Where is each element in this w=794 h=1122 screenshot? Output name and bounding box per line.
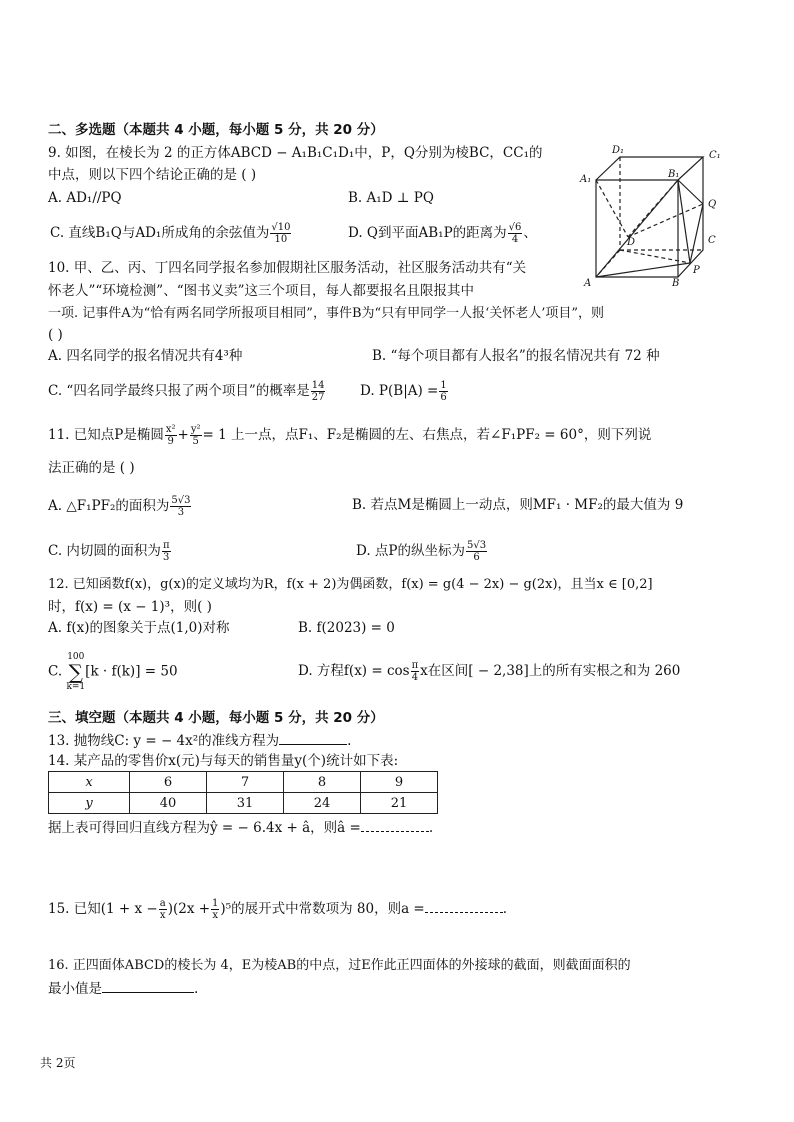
q10-option-a: A. 四名同学的报名情况共有4³种 xyxy=(48,348,243,364)
table-cell: y xyxy=(49,793,130,814)
label-d: D xyxy=(627,237,636,248)
cube-top-face xyxy=(596,157,703,180)
label-b: B xyxy=(672,278,680,288)
q11-stem-prefix: 11. 已知点P是椭圆 xyxy=(48,427,164,443)
table-cell: 24 xyxy=(284,793,361,814)
label-d1: D₁ xyxy=(612,145,625,156)
q9-option-d xyxy=(348,222,537,245)
table-cell: 7 xyxy=(207,772,284,793)
label-q: Q xyxy=(708,199,717,210)
edge-ap xyxy=(596,263,690,277)
frac-num: 1 xyxy=(440,380,447,391)
table-row xyxy=(49,772,438,793)
table-cell: 9 xyxy=(361,772,438,793)
q12-option-c-body: [k · f(k)] = 50 xyxy=(85,663,178,680)
q10-option-d-fraction xyxy=(439,380,447,403)
edge-qp xyxy=(690,204,703,263)
q11-option-d-fraction xyxy=(466,540,487,563)
q10-stem-line3: 一项. 记事件A为“恰有两名同学所报项目相同”，事件B为“只有甲同学一人报‘关怀老人’项目”，则 xyxy=(48,306,605,321)
q11-option-c-text: C. 内切圆的面积为 xyxy=(48,543,161,559)
q10-option-c-text: C. “四名同学最终只报了两个项目”的概率是 xyxy=(48,383,310,399)
frac-num: 5√3 xyxy=(467,540,487,551)
q12-option-c xyxy=(48,652,178,692)
q12-option-d-text: D. 方程f(x) = cos xyxy=(298,663,410,679)
section-heading-fill-blank: 三、填空题（本题共 4 小题，每小题 5 分，共 20 分） xyxy=(48,710,384,726)
q11-option-c xyxy=(48,540,172,563)
q9-option-c-text: C. 直线B₁Q与AD₁所成角的余弦值为 xyxy=(50,225,270,241)
q14-answer-blank[interactable] xyxy=(361,819,429,832)
label-a1: A₁ xyxy=(580,174,592,185)
table-cell: 40 xyxy=(130,793,207,814)
sum-sigma: ∑ xyxy=(68,660,83,684)
frac-den: 10 xyxy=(274,234,288,245)
q15-end: . xyxy=(502,901,508,917)
frac-num: √6 xyxy=(508,222,522,233)
frac-den: 6 xyxy=(440,392,447,403)
q10-option-c xyxy=(48,380,326,403)
q13 xyxy=(48,731,351,751)
q11-option-a xyxy=(48,495,192,518)
sum-upper-limit: 100 xyxy=(67,652,85,662)
q14-after-text: 据上表可得回归直线方程为ŷ = − 6.4x + â，则â = xyxy=(48,820,361,836)
label-a: A xyxy=(584,278,592,288)
q9-stem-line1: 9. 如图，在棱长为 2 的正方体ABCD − A₁B₁C₁D₁中，P，Q分别为棱BC，CC₁的 xyxy=(48,145,543,161)
frac-num: 5√3 xyxy=(171,495,191,506)
cube-figure xyxy=(578,142,728,288)
label-c: C xyxy=(708,235,716,246)
frac-den: 3 xyxy=(177,507,185,518)
frac-num: √10 xyxy=(271,222,291,233)
q9-option-d-suffix: 、 xyxy=(523,225,537,241)
q12-option-c-label: C. xyxy=(48,663,63,680)
q11-plus: + xyxy=(177,427,189,443)
frac-num: x² xyxy=(165,424,176,435)
q15-fraction-b xyxy=(211,898,219,921)
table-cell: 6 xyxy=(130,772,207,793)
q11-fraction-y xyxy=(190,424,202,447)
frac-den: x xyxy=(159,910,166,921)
q9-option-a: A. AD₁//PQ xyxy=(48,190,122,206)
q15 xyxy=(48,898,507,921)
q15-suffix: )⁵的展开式中常数项为 80，则a = xyxy=(220,901,425,917)
frac-den: 4 xyxy=(411,672,419,683)
table-cell: x xyxy=(49,772,130,793)
section-heading-multi-choice: 二、多选题（本题共 4 小题，每小题 5 分，共 20 分） xyxy=(48,122,384,138)
page-footer: 共 2页 xyxy=(40,1056,76,1070)
q11-option-d xyxy=(356,540,488,563)
frac-num: a xyxy=(159,898,166,909)
q9-option-d-text: D. Q到平面AB₁P的距离为 xyxy=(348,225,507,241)
q12-option-d xyxy=(298,660,680,683)
q15-mid: )(2x + xyxy=(167,901,211,917)
q11-option-a-fraction xyxy=(170,495,191,518)
table-cell: 21 xyxy=(361,793,438,814)
frac-den: 9 xyxy=(167,436,174,447)
frac-num: 1 xyxy=(212,898,219,909)
q14-after xyxy=(48,818,433,838)
q9-option-c-fraction xyxy=(270,222,291,245)
sales-table xyxy=(48,771,438,814)
label-c1: C₁ xyxy=(709,150,721,161)
q12-option-b: B. f(2023) = 0 xyxy=(298,620,395,636)
q9-option-d-fraction xyxy=(508,222,523,245)
q16-stem-line2 xyxy=(48,979,198,999)
q9-option-c xyxy=(50,222,292,245)
q11-stem-line2: 法正确的是 ( ) xyxy=(48,460,135,476)
q15-prefix: 15. 已知(1 + x − xyxy=(48,901,158,917)
frac-den: x xyxy=(212,910,219,921)
sum-lower-limit: k=1 xyxy=(66,682,86,692)
q14-end: . xyxy=(428,820,434,836)
edge-ab1 xyxy=(596,180,678,277)
q13-text: 13. 抛物线C: y = − 4x²的准线方程为 xyxy=(48,733,280,749)
frac-den: 4 xyxy=(511,234,519,245)
frac-den: 27 xyxy=(311,392,325,403)
q10-stem-line1: 10. 甲、乙、丙、丁四名同学报名参加假期社区服务活动，社区服务活动共有“关 xyxy=(48,260,527,276)
q10-option-b: B. “每个项目都有人报名”的报名情况共有 72 种 xyxy=(372,348,660,364)
q11-fraction-x xyxy=(165,424,177,447)
q15-fraction-a xyxy=(159,898,167,921)
q16-end: . xyxy=(194,981,199,997)
table-cell: 8 xyxy=(284,772,361,793)
q14-stem: 14. 某产品的零售价x(元)与每天的销售量y(个)统计如下表: xyxy=(48,753,399,769)
q13-end: . xyxy=(347,733,352,749)
q12-stem-line2: 时，f(x) = (x − 1)³，则( ) xyxy=(48,599,212,615)
frac-den: 3 xyxy=(163,552,170,563)
q9-stem-line2: 中点，则以下四个结论正确的是 ( ) xyxy=(48,167,257,183)
label-b1: B₁ xyxy=(668,169,680,180)
q12-option-d-suffix: x在区间[ − 2,38]上的所有实根之和为 260 xyxy=(420,663,681,679)
cube-hidden-edges xyxy=(596,157,703,277)
q10-option-d-text: D. P(B|A) = xyxy=(360,383,439,399)
frac-den: 6 xyxy=(473,552,480,563)
q11-option-a-text: A. △F₁PF₂的面积为 xyxy=(48,498,170,514)
q12-option-a: A. f(x)的图象关于点(1,0)对称 xyxy=(48,620,230,636)
q10-option-c-fraction xyxy=(311,380,326,403)
label-p: P xyxy=(693,265,700,276)
q11-option-d-text: D. 点P的纵坐标为 xyxy=(356,543,466,559)
q16-stem-line1: 16. 正四面体ABCD的棱长为 4，E为棱AB的中点，过E作此正四面体的外接球的截面，则截面面积的 xyxy=(48,958,631,973)
frac-num: π xyxy=(162,540,170,551)
q10-stem-line2: 怀老人”“环境检测”、“图书义卖”这三个项目，每人都要报名且限报其中 xyxy=(48,283,475,299)
q12-stem-line1: 12. 已知函数f(x)，g(x)的定义域均为R，f(x + 2)为偶函数，f(x) = g(4 − 2x) − g(2x)，且当x ∈ [0,2] xyxy=(48,577,653,592)
table-row xyxy=(49,793,438,814)
q11-option-b: B. 若点M是椭圆上一动点，则MF₁ · MF₂的最大值为 9 xyxy=(352,497,684,513)
q9-option-b: B. A₁D ⊥ PQ xyxy=(348,190,434,206)
edge-b1q xyxy=(678,180,703,204)
q11-stem-line1 xyxy=(48,424,651,447)
q12-option-d-fraction xyxy=(411,660,420,683)
table-cell: 31 xyxy=(207,793,284,814)
q10-option-d xyxy=(360,380,449,403)
q11-option-c-fraction xyxy=(162,540,171,563)
q15-answer-blank[interactable] xyxy=(425,900,503,913)
summation-symbol xyxy=(66,652,85,692)
frac-den: 5 xyxy=(192,436,199,447)
q16-answer-blank[interactable] xyxy=(102,980,194,993)
q13-answer-blank[interactable] xyxy=(279,732,347,745)
q16-stem-text: 最小值是 xyxy=(48,981,102,997)
q10-stem-line4: ( ) xyxy=(48,327,63,343)
frac-num: 14 xyxy=(311,380,325,391)
q11-stem-suffix: = 1 上一点，点F₁、F₂是椭圆的左、右焦点，若∠F₁PF₂ = 60°，则下列说 xyxy=(202,427,652,443)
frac-num: π xyxy=(411,660,419,671)
frac-num: y² xyxy=(190,424,201,435)
